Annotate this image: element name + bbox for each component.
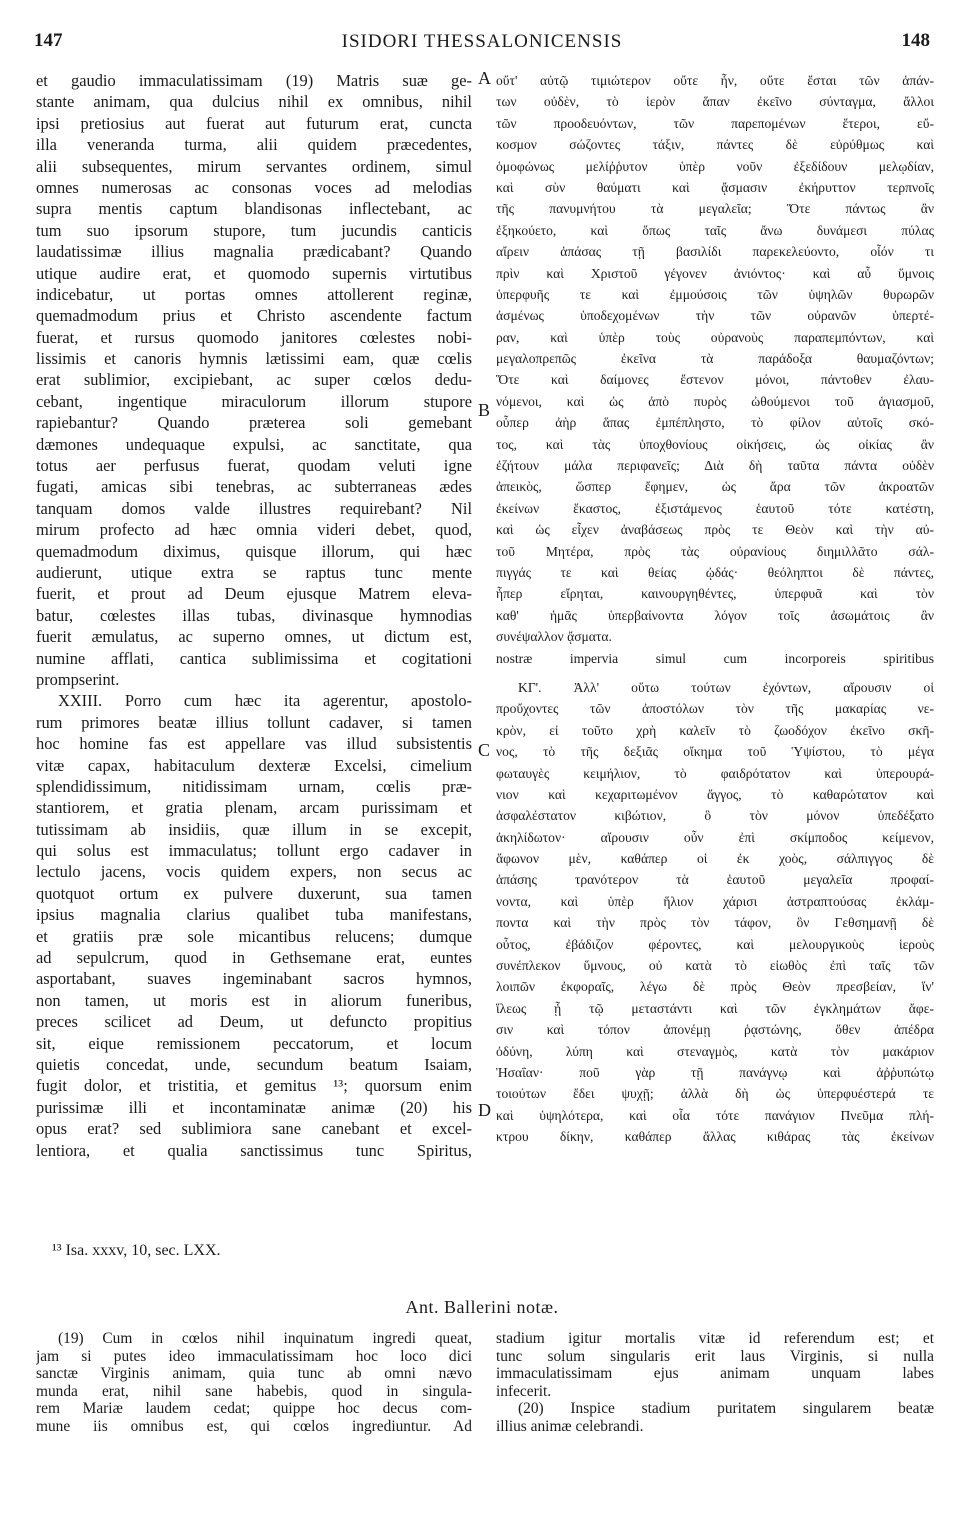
greek-line: τος, καὶ τὰς ὑποχθονίους οἰκήσεις, ὡς οἰκίας ἂν <box>496 436 934 452</box>
latin-line: illa veneranda turma, alii quidem præcedentes, <box>36 135 472 155</box>
latin-line: opus erat? sed sublimiora sane canebant et excel- <box>36 1119 472 1139</box>
greek-line: ἧπερ εἴρηται, καινουργηθέντες, ὑπερφυᾶ καὶ τὸν <box>496 586 934 602</box>
latin-line: asportabant, suaves ingeminabant sacros hymnos, <box>36 969 472 989</box>
greek-line: συνέπλεκον ὕμνους, οὐ κατὰ τὸ εἰωθὸς ἐπὶ ταῖς τῶν <box>496 958 934 974</box>
latin-line: fuerat, et rursus quomodo janitores cœlestes nobi- <box>36 327 472 347</box>
latin-line: purissimæ illi et incontaminatæ animæ (20) his <box>36 1097 472 1117</box>
note-line: jam si putes ideo immaculatissimam hoc loco dici <box>36 1347 472 1365</box>
latin-line: fuerit æmulatus, ac superno omnes, ut dictum est, <box>36 627 472 647</box>
latin-line: batur, cœlestes illas tubas, divinasque hymnodias <box>36 605 472 625</box>
greek-line: πρὶν καὶ Χριστοῦ γέγονεν ἀνιόντος· καὶ αὖ ὕμνοις <box>496 265 934 281</box>
greek-line: λοιπῶν ἐκφοραῖς, λέγω δὲ πρὸς Θεὸν πρεσβείαν, ἵν' <box>496 979 934 995</box>
latin-line: indicebatur, ut portas omnes attollerent reginæ, <box>36 284 472 304</box>
latin-line: quemadmodum prius et Christo ascendente factum <box>36 306 472 326</box>
latin-line: fugati, amicas sibi tenebras, ac subterraneas ædes <box>36 477 472 497</box>
latin-line: tanquam domos valde illustres requirebant? Nil <box>36 498 472 518</box>
greek-line: ἵλεως ᾖ τῷ μεταστάντι καὶ τῶν ἐγκλημάτων ἄφε- <box>496 1000 934 1016</box>
latin-line: ipsi pretiosius aut fuerat aut futurum erat, cuncta <box>36 113 472 133</box>
latin-line: tum suo ipsorum stupore, tum jucundis canticis <box>36 220 472 240</box>
greek-line: ὁμοφώνως μελίῤῥυτον ὑπὲρ νοῦν ἐξεδίδουν μελῳδίαν, <box>496 158 934 174</box>
latin-line: rapiebantur? Quando præterea soli gemebant <box>36 413 472 433</box>
greek-line: ἀκηλίδωτον· αἴρουσιν οὖν ἐπὶ σκίμποδος κείμενον, <box>496 829 934 845</box>
latin-line: ipsius magnalia clarius qualibet tuba manifestans, <box>36 905 472 925</box>
greek-line: τῆς πανυμνήτου τὰ μεγαλεῖα; Ὅτε πάντως ἂν <box>496 201 934 217</box>
latin-line: stantiorem, et gratia plenam, arcam purissimam et <box>36 798 472 818</box>
greek-line: πιγγάς τε καὶ θείας ᾠδάς· θεόληπτοι δὲ πάντες, <box>496 564 934 580</box>
note-line: rem Mariæ laudem cedat; quippe hoc decus com- <box>36 1400 472 1418</box>
latin-line: et gaudio immaculatissimam (19) Matris suæ ge- <box>36 71 472 90</box>
latin-line: non tamen, ut moris est in aliorum funeribus, <box>36 990 472 1010</box>
greek-line: ραν, καὶ ὑπὲρ τοὺς οὐρανοὺς παραπεμπόντων, καὶ <box>496 329 934 345</box>
greek-line: νοντα, καὶ ὑπὲρ ἥλιον χάρισι ἀστραπτούσας ἐκλάμ- <box>496 893 934 909</box>
greek-line: ἄφωνον μὲν, καθάπερ οἱ ἐκ χοὸς, σάλπιγγος δὲ <box>496 851 934 867</box>
greek-line: οὗτος, ἐβάδιζον φέροντες, καὶ μελουργικοὺς ἱεροὺς <box>496 936 934 952</box>
greek-line: κτρου δίκην, καθάπερ ἄλλας κιθάρας τὰς ἐκείνων <box>496 1129 934 1145</box>
greek-line: νος, τὸ τῆς δεξιᾶς οἴκημα τοῦ Ὑψίστου, τὸ μέγα <box>496 744 934 760</box>
greek-line: ἐκείνων ἕκαστος, ἐξιστάμενος ἑαυτοῦ τότε κατέστη, <box>496 500 934 516</box>
latin-line: supra mentis captum blandisonas inflectebant, ac <box>36 199 472 219</box>
notes-heading: Ant. Ballerini notæ. <box>405 1297 559 1317</box>
greek-line: Ἠσαΐαν· ποῦ γὰρ τῇ πανάγνῳ καὶ ἀῤῥυπώτῳ <box>496 1064 934 1080</box>
latin-line: lentiora, et qualia sanctissimus tunc Spiritus, <box>36 1140 472 1160</box>
margin-letter-b: B <box>478 400 491 420</box>
latin-line: et gratiis præ sole micantibus relucens; dumque <box>36 926 472 946</box>
greek-line: ἐζήτουν μάλα περιφανεῖς; Διὰ δὴ ταῦτα πάντα οὐδὲν <box>496 458 934 474</box>
greek-line: αἴρειν ἁπάσας τῇ βασιλίδι παρεκελεύοντο, οἷόν τι <box>496 244 934 260</box>
latin-line: alii subsequentes, mirum servantes ordinem, simul <box>36 156 472 176</box>
page-number-left: 147 <box>34 30 63 51</box>
greek-column <box>496 70 934 1148</box>
greek-line: οὔτ' αὐτῷ τιμιώτερον οὔτε ἦν, οὔτε ἔσται τῶν ἁπάν- <box>496 73 934 88</box>
latin-line: prompserint. <box>36 669 120 689</box>
latin-line: numine afflati, cantica sublimissima et cogitationi <box>36 648 472 668</box>
latin-line: vitæ capax, habitaculum dexteræ Excelsi, cimelium <box>36 755 472 775</box>
latin-line: cebant, ingentique miraculorum illorum stupore <box>36 391 472 411</box>
latin-line: omnes numerosas ac consonas voces ad melodias <box>36 177 472 197</box>
greek-line: ἀσφαλέστατον κιβώτιον, ὃ τὸν μόνον ὑπεδέξατο <box>496 808 934 824</box>
latin-line: utique audire erat, et quomodo supernis virtutibus <box>36 263 472 283</box>
greek-line: σιν καὶ τόπον ἀπονέμῃ ῥᾳστώνης, ὅθεν ἀπέδρα <box>496 1022 934 1038</box>
latin-line: rum primores beatæ illius tollunt cadaver, si tamen <box>36 712 472 732</box>
latin-line: preces scilicet ad Deum, ut defuncto propitius <box>36 1012 472 1032</box>
greek-line: τῶν προοδευόντων, τῶν παρεπομένων ἕτεροι, εὔ- <box>496 115 934 131</box>
latin-line: splendidissimum, nitidissimam urnam, cœlis præ- <box>36 776 472 796</box>
note-line: mune iis omnibus est, qui cœlos ingrediuntur. Ad <box>36 1417 472 1435</box>
margin-letter-a: A <box>478 68 491 88</box>
latin-line: ad sepulcrum, quod in Gethsemane erat, euntes <box>36 948 472 968</box>
notes-left-column <box>36 1330 472 1436</box>
greek-line: προὔχοντες τῶν ἀποστόλων τὸν τῆς μακαρίας νε- <box>496 701 934 717</box>
note-line: (19) Cum in cœlos nihil inquinatum ingredi queat, <box>58 1330 472 1347</box>
note-line: illius animæ celebrandi. <box>496 1417 644 1435</box>
greek-line: των οὐδὲν, τὸ ἱερὸν ἅπαν ἐκεῖνο σύνταγμα, ἄλλοι <box>496 94 934 110</box>
note-line: immaculatissimam ejus animam unquam labes <box>496 1365 934 1383</box>
greek-line: καὶ σὺν θαύματι καὶ ᾄσμασιν ἐκήρυττον τερπνοῖς <box>496 179 934 195</box>
greek-line: ὀδύνη, λύπη καὶ στεναγμὸς, κατὰ τὸν μακάριον <box>496 1043 934 1059</box>
latin-line: stante animam, qua dulcius nihil ex omnibus, nihil <box>36 92 472 112</box>
greek-line: φωταυγὲς κειμήλιον, τὸ φαιδρότατον καὶ ὑπερουρά- <box>496 765 934 781</box>
greek-line: κοσμον σώζοντες τάξιν, πάντες δὲ εὐρύθμως καὶ <box>496 137 934 153</box>
latin-line: quietis concedat, unde, secundum beatum Isaiam, <box>36 1054 472 1074</box>
latin-line: hoc homine fas est appellare vas illud subsistentis <box>36 734 472 754</box>
latin-column <box>36 70 472 1161</box>
latin-line: laudatissimæ illius magnalia prædicabant? Quando <box>36 242 472 262</box>
greek-line: συνέψαλλον ᾄσματα. <box>496 629 612 645</box>
latin-line: lectulo jacens, vocis quidem expers, non secus ac <box>36 862 472 882</box>
latin-line: quotquot ortum ex pulvere duxerunt, sua tamen <box>36 883 472 903</box>
greek-line: ἀσμένως ὑποδεχομένων τὴν τῶν οὐρανῶν ὑπερτέ- <box>496 308 934 324</box>
latin-line: quemadmodum diximus, quisque illorum, qui hæc <box>36 541 472 561</box>
latin-line: lissimis et canoris hymnis lætissimi eam, quæ cœlis <box>36 349 472 369</box>
margin-letter-c: C <box>478 740 491 760</box>
greek-line: ποντα καὶ τὴν πρὸς τὸν τάφον, ὃν Γεθσημανῇ δὲ <box>496 915 934 931</box>
latin-line: qui solus est immaculatus; tollunt ergo cadaver in <box>36 841 472 861</box>
greek-line: μεγαλοπρεπῶς ἐκεῖνα τὰ παράδοξα θαυμαζόντων; <box>496 351 934 367</box>
latin-line: dæmones undequaque expulsi, ac sanctitate, qua <box>36 434 472 454</box>
latin-line: audierunt, utique extra se raptus tunc mente <box>36 562 472 582</box>
latin-line: erat sublimior, excipiebant, ac super cœlos dedu- <box>36 370 472 390</box>
note-line: infecerit. <box>496 1382 552 1400</box>
greek-line: Ὅτε καὶ δαίμονες ἔστενον μόνοι, πάντοθεν ἐλαυ- <box>496 372 934 388</box>
paragraph-gap <box>496 669 934 677</box>
greek-line: ὑπερφυῆς τε καὶ ἐμμούσοις τῶν ὑψηλῶν θυρωρῶν <box>496 286 934 302</box>
greek-line: ἁπάσης τρανότερον τὰ ἑαυτοῦ μεγαλεῖα προφαί- <box>496 872 934 888</box>
latin-line: mirum profecto ad hæc omnia videri debet, quod, <box>36 520 472 540</box>
greek-line: νόμενοι, καὶ ὡς ἀπὸ πυρὸς ὠθούμενοι τοῦ ἁγιασμοῦ, <box>496 393 934 409</box>
greek-line: καθ' ἡμᾶς ὑπερβαίνοντα λόγον τοῖς ἀσωμάτοις ἂν <box>496 607 934 623</box>
latin-line: tutissimam ab insidiis, quæ illum in se excepit, <box>36 819 472 839</box>
greek-line: οὗπερ ἀὴρ ἅπας ἐμπέπληστο, τὸ φίλον αὐτοῖς σκό- <box>496 415 934 431</box>
greek-line: ΚΓ'. Ἀλλ' οὕτω τούτων ἐχόντων, αἴρουσιν οἱ <box>518 679 934 695</box>
note-line: tunc solum singularis erit laus Virginis, si nulla <box>496 1347 934 1365</box>
greek-line: καὶ ὑψηλότερα, καὶ οἷα τότε πανάγιον Πνεῦμα πλή- <box>496 1107 934 1123</box>
latin-line: fuerit, et prout ad Deum ejusque Matrem eleva- <box>36 584 472 604</box>
note-line: sanctæ Virginis animam, quia tunc ab omni nævo <box>36 1365 472 1383</box>
note-line: munda erat, nihil sane habebis, quod in singula- <box>36 1382 472 1400</box>
note-line: (20) Inspice stadium puritatem singularem beatæ <box>518 1400 934 1418</box>
running-title: ISIDORI THESSALONICENSIS <box>341 31 623 52</box>
page-number-right: 148 <box>901 30 930 51</box>
greek-line: καὶ ὡς εἶχεν ἀναβάσεως πρὸς τε Θεὸν καὶ τὴν αὐ- <box>496 522 934 538</box>
latin-line: sit, eique remissionem peccatorum, et locum <box>36 1033 472 1053</box>
greek-line: νιον καὶ κεχαριτωμένον ἄγγος, τὸ καθαρώτατον καὶ <box>496 786 934 802</box>
latin-line: totus aer perfusus fuerat, quodam veluti igne <box>36 456 472 476</box>
greek-line: τοιούτων ἔδει ψυχῇ; ἀλλὰ δὴ ὡς ὑπερφυέστερά τε <box>496 1086 934 1102</box>
latin-line: XXIII. Porro cum hæc ita agerentur, apostolo- <box>58 691 472 711</box>
greek-line: nostræ impervia simul cum incorporeis spiritibus <box>496 650 934 666</box>
greek-line: ἀπεικὸς, ὥσπερ ἔφημεν, ὡς ἄρα τῶν ἀκροατῶν <box>496 479 934 495</box>
note-line: stadium igitur mortalis vitæ id referendum est; et <box>496 1330 934 1347</box>
footnote: ¹³ Isa. xxxv, 10, sec. LXX. <box>52 1242 221 1259</box>
margin-letter-d: D <box>478 1100 491 1120</box>
greek-line: κρὸν, εἰ τοῦτο χρὴ καλεῖν τὸ ζωοδόχον ἐκεῖνο σκῆ- <box>496 722 934 738</box>
notes-right-column <box>496 1330 934 1436</box>
greek-line: τοῦ Μητέρα, πρὸς τὰς οὐρανίους διημιλλᾶτο σάλ- <box>496 543 934 559</box>
latin-line: fugit dolor, et tristitia, et gemitus ¹³; quorsum enim <box>36 1076 472 1096</box>
greek-line: ἐξηκούετο, καὶ ὅπως ταῖς ἄνω δυνάμεσι πύλας <box>496 222 934 238</box>
running-header <box>34 30 930 54</box>
